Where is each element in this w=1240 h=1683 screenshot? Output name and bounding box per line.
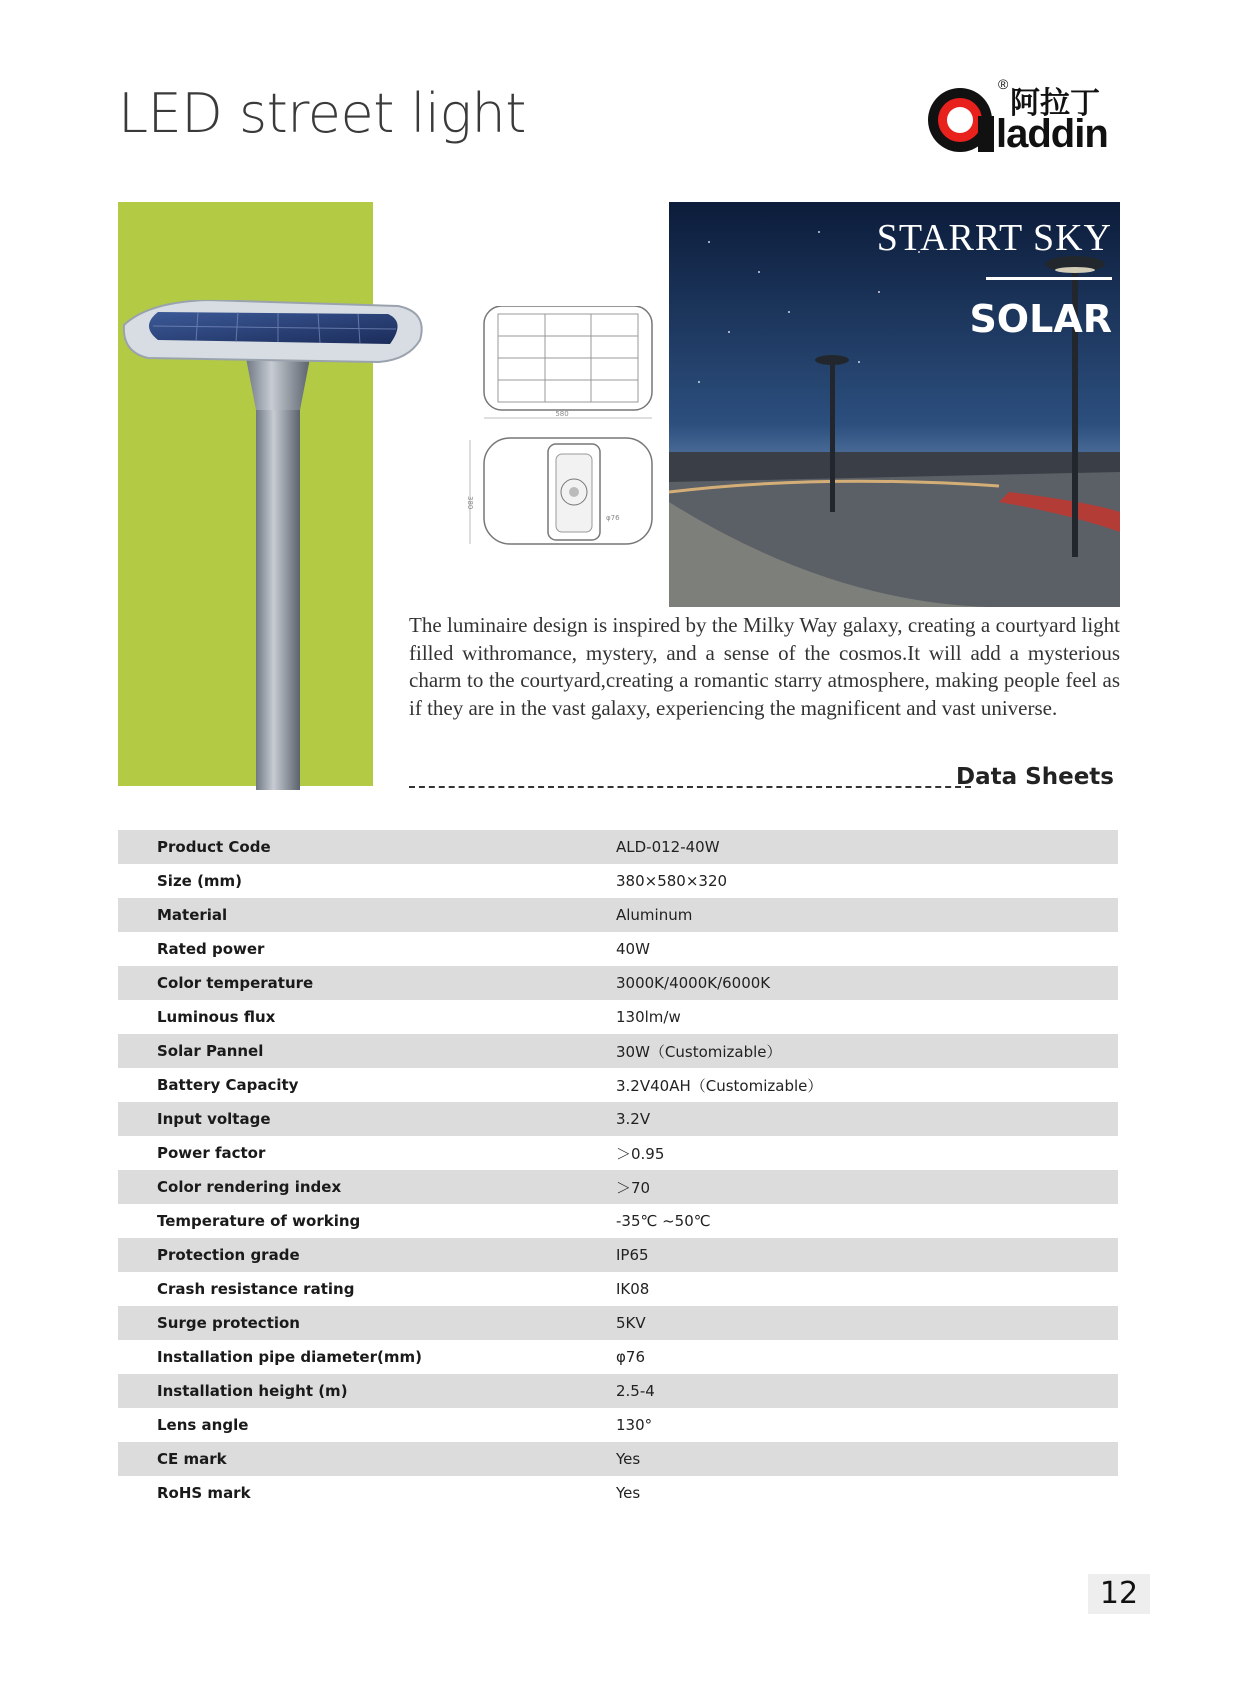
data-sheet-divider [409, 786, 971, 788]
table-row [118, 1000, 1118, 1034]
table-row [118, 1306, 1118, 1340]
pipe-dimension: φ76 [606, 514, 620, 522]
registered-mark: ® [998, 76, 1009, 92]
night-scene-photo [669, 202, 1120, 607]
spec-table [118, 830, 1118, 1510]
table-row [118, 830, 1118, 864]
spec-value: 5KV [616, 1314, 646, 1332]
scene-subtitle: SOLAR [969, 297, 1112, 341]
spec-value: 3.2V40AH（Customizable） [616, 1076, 823, 1095]
table-row [118, 1442, 1118, 1476]
spec-value: ALD-012-40W [616, 838, 720, 856]
width-dimension: 580 [555, 410, 569, 418]
logo-chinese-text: 阿拉丁 [1010, 86, 1100, 121]
spec-value: Yes [616, 1484, 641, 1502]
table-row [118, 1476, 1118, 1510]
spec-key: Surge protection [157, 1314, 300, 1332]
table-row [118, 1170, 1118, 1204]
table-row [118, 966, 1118, 1000]
spec-key: Lens angle [157, 1416, 249, 1434]
scene-title: STARRT SKY [876, 217, 1112, 259]
spec-value: 2.5-4 [616, 1382, 655, 1400]
spec-key: Size (mm) [157, 872, 243, 890]
table-row [118, 1204, 1118, 1238]
height-dimension: 380 [466, 496, 474, 510]
spec-key: Product Code [157, 838, 271, 856]
brand-logo [926, 76, 1122, 156]
page-number: 12 [1088, 1574, 1150, 1614]
table-row [118, 1068, 1118, 1102]
spec-value: 40W [616, 940, 650, 958]
page-title: LED street light [118, 82, 526, 145]
spec-key: Color temperature [157, 974, 314, 992]
table-row [118, 1238, 1118, 1272]
spec-key: Installation pipe diameter(mm) [157, 1348, 422, 1366]
logo-wordmark: laddin [996, 112, 1108, 156]
spec-value: 3.2V [616, 1110, 651, 1128]
scene-divider [986, 277, 1112, 280]
product-description: The luminaire design is inspired by the Milky Way galaxy, creating a courtyard light filled withromance, mystery, and a sense of the cosmos.It will add a mysterious charm to the courtyard,creating a romantic starry atmosphere, making people feel as if they are in the vast galaxy, experiencing the magnificent and vast universe. [409, 613, 1120, 720]
table-row [118, 932, 1118, 966]
spec-key: Rated power [157, 940, 265, 958]
spec-key: Input voltage [157, 1110, 271, 1128]
table-row [118, 898, 1118, 932]
spec-value: 130° [616, 1416, 653, 1434]
table-row [118, 1136, 1118, 1170]
data-sheet-heading: Data Sheets [956, 764, 1114, 790]
spec-value: 380×580×320 [616, 872, 728, 890]
table-row [118, 1034, 1118, 1068]
spec-value: Yes [616, 1450, 641, 1468]
spec-key: Material [157, 906, 228, 924]
table-row [118, 1102, 1118, 1136]
logo-mark-icon [926, 86, 996, 166]
table-row [118, 1340, 1118, 1374]
technical-drawings [458, 306, 656, 574]
spec-key: Luminous flux [157, 1008, 276, 1026]
spec-key: RoHS mark [157, 1484, 251, 1502]
spec-value: Aluminum [616, 906, 693, 924]
spec-value: IK08 [616, 1280, 650, 1298]
spec-value: ＞70 [616, 1178, 651, 1197]
spec-value: IP65 [616, 1246, 649, 1264]
spec-value: ＞0.95 [616, 1144, 665, 1163]
table-row [118, 1272, 1118, 1306]
spec-key: Color rendering index [157, 1178, 342, 1196]
spec-value: -35℃ ~50℃ [616, 1212, 711, 1230]
spec-key: Crash resistance rating [157, 1280, 355, 1298]
spec-key: Battery Capacity [157, 1076, 299, 1094]
spec-value: 3000K/4000K/6000K [616, 974, 771, 992]
spec-key: CE mark [157, 1450, 227, 1468]
spec-value: φ76 [616, 1348, 645, 1366]
spec-key: Protection grade [157, 1246, 300, 1264]
spec-value: 30W（Customizable） [616, 1042, 782, 1061]
spec-value: 130lm/w [616, 1008, 681, 1026]
spec-key: Solar Pannel [157, 1042, 264, 1060]
spec-key: Power factor [157, 1144, 266, 1162]
table-row [118, 1374, 1118, 1408]
product-photo [118, 300, 438, 790]
table-row [118, 864, 1118, 898]
table-row [118, 1408, 1118, 1442]
spec-key: Temperature of working [157, 1212, 361, 1230]
spec-key: Installation height (m) [157, 1382, 348, 1400]
